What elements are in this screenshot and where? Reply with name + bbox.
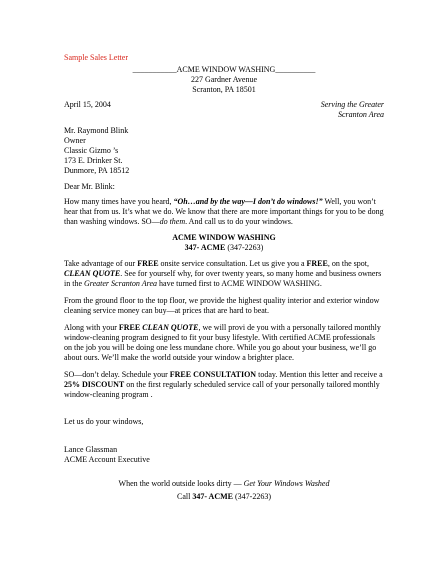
p2-clean-quote: CLEAN QUOTE (64, 269, 121, 278)
p2-text-b: onsite service consultation. Let us give you a (158, 259, 307, 268)
address-line-2: Scranton, PA 18501 (192, 85, 256, 94)
company-name: ___________ACME WINDOW WASHING__________ (132, 65, 316, 74)
p2-text-d: . See for yourself why, for over twenty years, so many home and business owners in the (64, 269, 382, 288)
recipient-city: Dunmore, PA 18512 (64, 166, 130, 175)
paragraph-1 (64, 197, 384, 227)
p1-quote: “Oh…and by the way—I don’t do windows!” (173, 197, 323, 206)
p5-text-c: on the first regularly scheduled service call of your personally tailored monthly window-cleaning program . (64, 380, 380, 399)
p2-text-c: , on the spot, (327, 259, 369, 268)
recipient-street: 173 E. Drinker St. (64, 156, 123, 165)
address-line-1: 227 Gardner Avenue (190, 75, 258, 84)
p4-clean-quote: CLEAN QUOTE (140, 323, 199, 332)
letter-date: April 15, 2004 (64, 100, 111, 109)
p4-text-b: , we will provi de you with a personally tailored monthly window-cleaning program designed to fit your busy lifestyle. With certified ACME professionals on the job you will be doing one less mundane chore. While you go about your business, we’ll go about ours. We’ll make the world outside your window a brighter place. (64, 323, 381, 362)
center-phone-letters: 347- ACME (184, 243, 226, 252)
recipient-title: Owner (64, 136, 86, 145)
p5-free-consultation: FREE CONSULTATION (169, 370, 257, 379)
footer-call (64, 492, 384, 502)
p1-emphasis: do them (159, 217, 186, 226)
signer-title: ACME Account Executive (64, 455, 150, 464)
p1-text-a: How many times have you heard, (64, 197, 174, 206)
center-phone (64, 243, 384, 253)
closing: Let us do your windows, (64, 417, 144, 426)
center-company-name: ACME WINDOW WASHING (172, 233, 276, 242)
footer-slogan-emphasis: Get Your Windows Washed (243, 479, 330, 488)
p4-free: FREE (118, 323, 141, 332)
signer-name: Lance Glassman (64, 445, 118, 454)
tagline-1: Serving the Greater (320, 100, 384, 109)
p5-discount: 25% DISCOUNT (64, 380, 125, 389)
footer-slogan-text: When the world outside looks dirty — (118, 479, 244, 488)
p5-text-b: today. Mention this letter and receive a (256, 370, 383, 379)
salutation: Dear Mr. Blink: (64, 182, 115, 191)
tagline-2: Scranton Area (338, 110, 384, 119)
footer-phone-letters: 347- ACME (192, 492, 233, 501)
p4-text-a: Along with your (64, 323, 119, 332)
paragraph-4 (64, 323, 384, 363)
p2-free-2: FREE (306, 259, 328, 268)
p2-text-e: have turned first to ACME WINDOW WASHING. (157, 279, 322, 288)
p2-text-a: Take advantage of our (64, 259, 138, 268)
p2-area: Greater Scranton Area (84, 279, 158, 288)
paragraph-3: From the ground floor to the top floor, we provide the highest quality interior and exterior window cleaning service money can buy—at prices that are hard to beat. (64, 296, 380, 315)
paragraph-5 (64, 370, 384, 400)
p5-text-a: SO—don’t delay. Schedule your (64, 370, 170, 379)
footer-phone-number: (347-2263) (233, 492, 271, 501)
center-phone-number: (347-2263) (225, 243, 264, 252)
p2-free: FREE (137, 259, 159, 268)
recipient-name: Mr. Raymond Blink (64, 126, 129, 135)
sample-label: Sample Sales Letter (64, 53, 128, 62)
p1-text-d: . And call us to do your windows. (185, 217, 293, 226)
paragraph-2 (64, 259, 384, 289)
recipient-company: Classic Gizmo ’s (64, 146, 119, 155)
footer-call-label: Call (176, 492, 193, 501)
footer-slogan (64, 479, 384, 489)
p1-text-b: Well, you won’t hear that from us. It’s what we do. We know that there are more important things for you to be dong than washing windows. SO— (64, 197, 384, 226)
